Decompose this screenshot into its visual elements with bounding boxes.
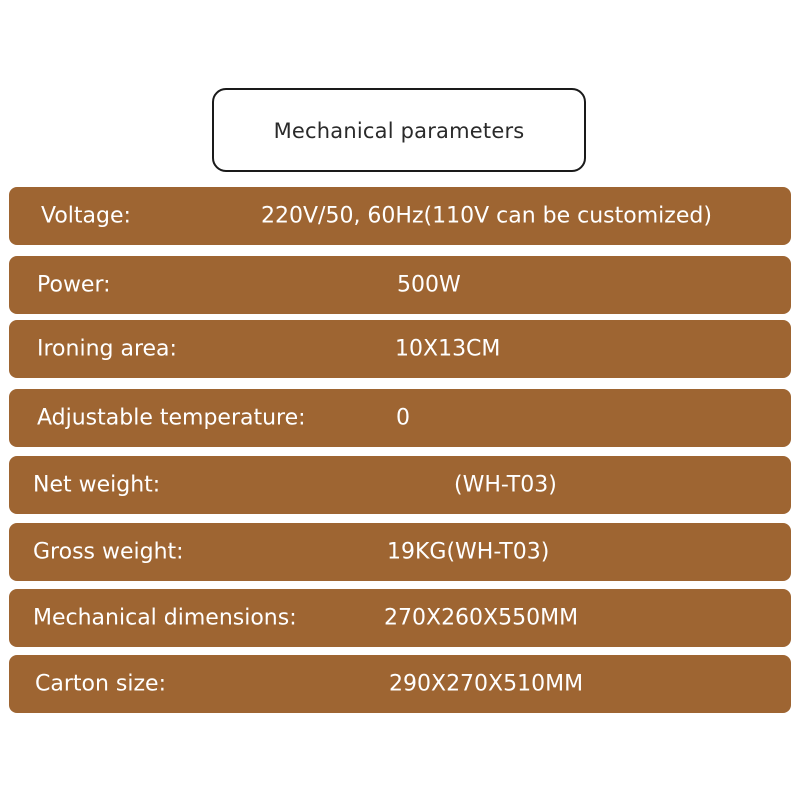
title-box bbox=[212, 88, 586, 172]
param-label: Power: bbox=[37, 272, 111, 298]
param-label: Gross weight: bbox=[33, 539, 184, 565]
param-value: 19KG(WH-T03) bbox=[387, 539, 550, 565]
param-value: 290X270X510MM bbox=[389, 671, 584, 697]
param-row-net-weight bbox=[9, 456, 791, 514]
param-label: Net weight: bbox=[33, 472, 161, 498]
param-value: 10X13CM bbox=[395, 336, 501, 362]
param-value: 270X260X550MM bbox=[384, 605, 579, 631]
param-value: 500W bbox=[397, 272, 461, 298]
param-row-gross-weight bbox=[9, 523, 791, 581]
param-row-adjustable-temperature bbox=[9, 389, 791, 447]
page-title: Mechanical parameters bbox=[273, 119, 525, 143]
param-label: Adjustable temperature: bbox=[37, 405, 306, 431]
param-row-mechanical-dimensions bbox=[9, 589, 791, 647]
param-value: (WH-T03) bbox=[454, 472, 557, 498]
param-row-ironing-area bbox=[9, 320, 791, 378]
param-value: 0 bbox=[396, 405, 410, 431]
param-label: Carton size: bbox=[35, 671, 166, 697]
param-label: Ironing area: bbox=[37, 336, 177, 362]
param-value: 220V/50, 60Hz(110V can be customized) bbox=[261, 203, 712, 229]
param-row-power bbox=[9, 256, 791, 314]
param-row-carton-size bbox=[9, 655, 791, 713]
param-row-voltage bbox=[9, 187, 791, 245]
param-label: Mechanical dimensions: bbox=[33, 605, 297, 631]
param-label: Voltage: bbox=[41, 203, 131, 229]
